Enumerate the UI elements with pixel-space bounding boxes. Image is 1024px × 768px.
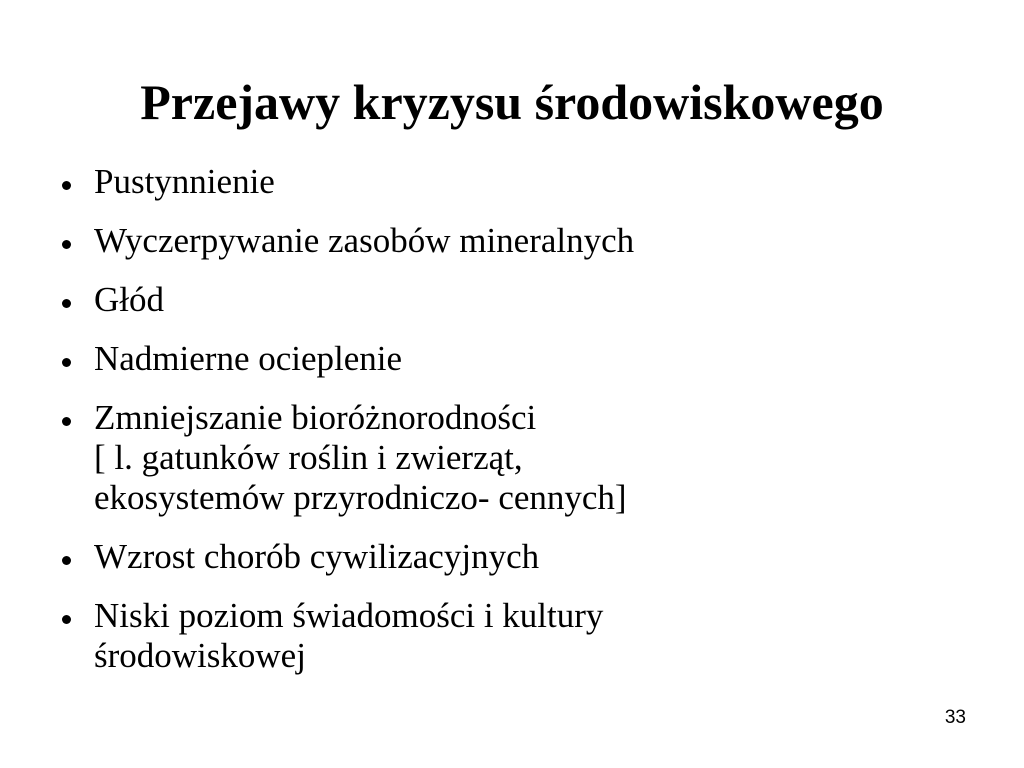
bullet-dot-icon (62, 615, 71, 624)
bullet-text: Pustynnienie (94, 162, 275, 201)
bullet-text: Zmniejszanie bioróżnorodności (94, 398, 537, 437)
bullet-text: Głód (94, 280, 164, 319)
bullet-dot-icon (62, 181, 71, 190)
bullet-text-continuation: środowiskowej (94, 636, 306, 675)
bullet-dot-icon (62, 556, 71, 565)
bullet-dot-icon (62, 358, 71, 367)
bullet-text: Niski poziom świadomości i kultury (94, 596, 604, 635)
bullet-item (62, 221, 992, 261)
bullet-item (62, 596, 992, 676)
bullet-item (62, 398, 992, 518)
bullet-item (62, 339, 992, 379)
bullet-text-continuation: ekosystemów przyrodniczo- cennych] (94, 478, 627, 517)
bullet-item (62, 162, 992, 202)
bullet-dot-icon (62, 299, 71, 308)
bullet-item (62, 280, 992, 320)
bullet-text: Nadmierne ocieplenie (94, 339, 403, 378)
bullet-dot-icon (62, 240, 71, 249)
bullet-text: Wzrost chorób cywilizacyjnych (94, 537, 540, 576)
bullet-item (62, 537, 992, 577)
bullet-text-continuation: [ l. gatunków roślin i zwierząt, (94, 438, 523, 477)
bullet-dot-icon (62, 417, 71, 426)
slide-title: Przejawy kryzysu środowiskowego (140, 74, 884, 130)
bullet-text: Wyczerpywanie zasobów mineralnych (94, 221, 635, 260)
bullet-list (62, 162, 992, 695)
page-number: 33 (944, 707, 966, 728)
